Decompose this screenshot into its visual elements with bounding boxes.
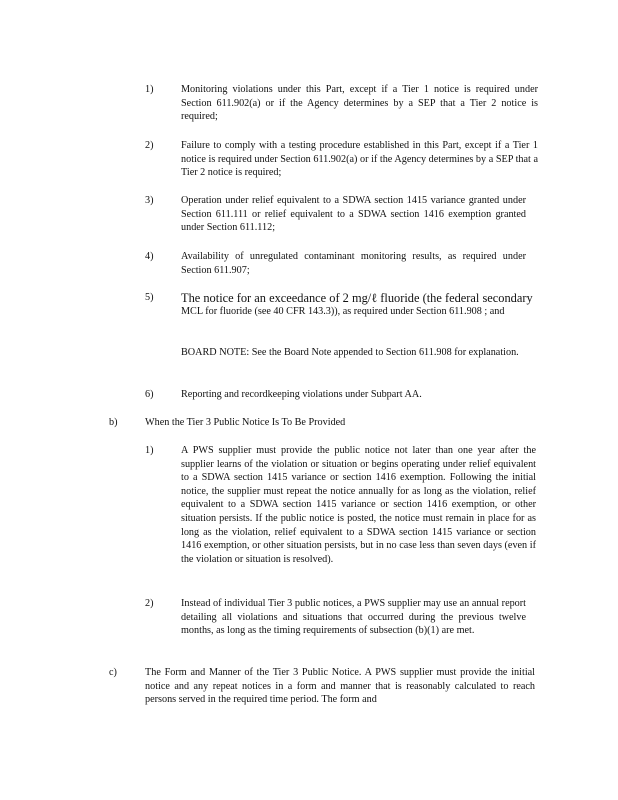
list-item: [0, 83, 618, 128]
section-letter: c): [109, 667, 117, 678]
board-note: [0, 346, 618, 376]
item-text: MCL for fluoride (see 40 CFR 143.3)), as required under Section 611.908 ; and: [181, 306, 505, 317]
item-number: 1): [145, 84, 154, 95]
section-text: The Form and Manner of the Tier 3 Public Notice. A PWS supplier must provide the initial notice and any repeat notices in a form and manner that is reasonably calculated to reach persons served in the required time period. The form and: [145, 667, 535, 706]
item-text: A PWS supplier must provide the public notice not later than one year after the supplier learns of the violation or situation or begins operating under relief equivalent to a SDWA section 1415 variance or section 1416 exemption. Following the initial notice, the supplier must repeat the notice annually for as long as the violation, relief equivalent to a SDWA section 1415 variance or section 1416 exemption, or other situation persists. If the public notice is posted, the notice must remain in place for as long as the violation, relief equivalent to a SDWA section 1415 variance or section 1416 exemption, or other situation persists, but in no case less than seven days (even if the violation or situation is resolved).: [181, 445, 536, 565]
section-letter: b): [109, 417, 118, 428]
item-number: 1): [145, 445, 154, 456]
item-number: 2): [145, 140, 154, 151]
list-item: [0, 194, 618, 239]
list-item: [0, 388, 618, 404]
item-number: 6): [145, 389, 154, 400]
list-item: [0, 291, 618, 336]
section-heading-text: When the Tier 3 Public Notice Is To Be Provided: [145, 417, 346, 428]
item-text: Reporting and recordkeeping violations under Subpart AA.: [181, 389, 422, 400]
list-item: [0, 139, 618, 184]
section-heading: [0, 416, 618, 432]
item-text-large: The notice for an exceedance of 2 mg/ℓ fluoride (the federal secondary: [181, 291, 533, 305]
item-text: Instead of individual Tier 3 public notices, a PWS supplier may use an annual report detailing all violations and situations that occurred during the previous twelve months, as long as the timing requirements of subsection (b)(1) are met.: [181, 598, 526, 637]
item-number: 4): [145, 251, 154, 262]
item-number: 2): [145, 598, 154, 609]
item-text: Availability of unregulated contaminant monitoring results, as required under Section 611.907;: [181, 251, 526, 276]
section-paragraph: [0, 666, 618, 711]
list-item: [0, 250, 618, 280]
list-item: [0, 444, 618, 586]
item-number: 3): [145, 195, 154, 206]
item-text: Operation under relief equivalent to a SDWA section 1415 variance granted under Section 611.111 or relief equivalent to a SDWA section 1416 exemption granted under Section 611.112;: [181, 195, 526, 234]
item-text: Failure to comply with a testing procedure established in this Part, except if a Tier 1 notice is required under Section 611.902(a) or if the Agency determines by a SEP that a Tier 2 notice is required;: [181, 140, 538, 179]
item-text: Monitoring violations under this Part, except if a Tier 1 notice is required under Section 611.902(a) or if the Agency determines by a SEP that a Tier 2 notice is required;: [181, 84, 538, 123]
list-item: [0, 597, 618, 655]
item-number: 5): [145, 292, 154, 303]
board-note-text: BOARD NOTE: See the Board Note appended to Section 611.908 for explanation.: [181, 347, 519, 358]
